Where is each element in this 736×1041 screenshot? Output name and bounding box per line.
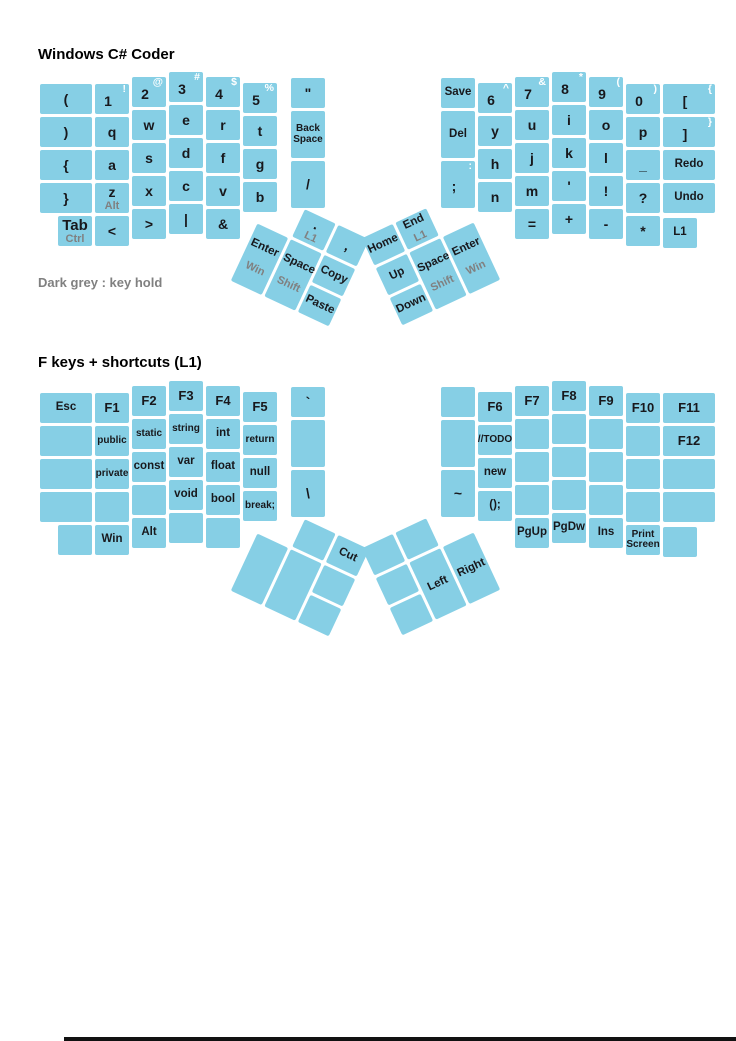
key-label: k: [565, 144, 573, 161]
key-symbol: [626, 183, 660, 213]
key-label: +: [564, 210, 574, 227]
key-f8: [552, 381, 586, 411]
key-symbol: [169, 204, 203, 234]
key-label: void: [174, 488, 198, 501]
key-label: \: [306, 485, 310, 502]
key-label: =: [527, 215, 537, 232]
key-label: <: [107, 222, 117, 239]
key-blank: [95, 492, 129, 522]
key-u: [515, 110, 549, 140]
key-label: ~: [453, 485, 463, 502]
key-backspace: [291, 111, 325, 158]
key-f7: [515, 386, 549, 416]
key-m: [515, 176, 549, 206]
key-label: Right: [455, 555, 487, 580]
key-symbol: [552, 171, 586, 201]
key-c: [169, 171, 203, 201]
key-label: Esc: [55, 401, 77, 414]
key-label: PgUp: [516, 526, 548, 539]
key-symbol: [663, 84, 715, 114]
key-label: 8: [561, 80, 569, 97]
key-label: F8: [561, 388, 577, 404]
key-label: [: [682, 92, 688, 109]
key-3: [169, 72, 203, 102]
key-hold-label: Win: [243, 259, 267, 279]
key-void: [169, 480, 203, 510]
key-label: L1: [673, 226, 687, 239]
key-symbol: [40, 84, 92, 114]
key-l1: [663, 218, 697, 248]
key-label: Ins: [597, 526, 615, 539]
key-label: Redo: [674, 158, 704, 171]
key-label: q: [107, 123, 117, 140]
layer1-title: Windows C# Coder: [38, 46, 175, 63]
key-label: p: [638, 123, 648, 140]
key-return: [243, 425, 277, 455]
key-label: ;: [451, 178, 457, 195]
key-h: [478, 149, 512, 179]
key-label: Down: [394, 291, 428, 316]
key-shift-label: }: [707, 116, 712, 128]
key-label: ": [304, 84, 312, 101]
key-label: .: [311, 216, 322, 233]
key-hold-label: Alt: [104, 200, 120, 212]
key-i: [552, 105, 586, 135]
key-label: ': [567, 177, 571, 194]
key-f5: [243, 392, 277, 422]
key-win: [95, 525, 129, 555]
key-f9: [589, 386, 623, 416]
key-alt: [132, 518, 166, 548]
key-9: [589, 77, 623, 107]
key-label: F7: [524, 393, 540, 409]
key-label: Up: [387, 265, 407, 283]
key-d: [169, 138, 203, 168]
key-n: [478, 182, 512, 212]
key-blank: [132, 485, 166, 515]
key-label: a: [108, 156, 116, 173]
key-static: [132, 419, 166, 449]
key-a: [95, 150, 129, 180]
key-label: Win: [101, 533, 123, 546]
layer2-right-thumb: [362, 503, 500, 636]
key-label: h: [490, 155, 500, 172]
key-label: |: [184, 210, 188, 227]
key-shift-label: ^: [502, 82, 509, 94]
key-label: return: [245, 433, 275, 445]
key-shift-label: *: [578, 71, 583, 83]
key-shift-label: @: [152, 76, 163, 88]
key-label: t: [257, 122, 263, 139]
key-blank: [515, 419, 549, 449]
key-label: Copy: [318, 263, 350, 287]
key-symbol: [626, 216, 660, 246]
key-undo: [663, 183, 715, 213]
key-hold-label: Win: [464, 258, 488, 278]
key-blank: [663, 459, 715, 489]
key-label: F1: [104, 400, 120, 416]
key-label: 5: [252, 91, 260, 108]
key-symbol: [40, 150, 92, 180]
key-label: -: [603, 215, 609, 232]
key-hold-label: Shift: [428, 272, 457, 295]
key-label: d: [181, 144, 191, 161]
key-f6: [478, 392, 512, 422]
key-shift-label: {: [707, 83, 712, 95]
key-0: [626, 84, 660, 114]
key-pgup: [515, 518, 549, 548]
key-label: Save: [444, 86, 472, 99]
key-shift-label: #: [194, 71, 200, 83]
key-label: break;: [244, 499, 275, 511]
key-label: Space: [415, 249, 452, 275]
key-blank: [663, 492, 715, 522]
key-f1: [95, 393, 129, 423]
key-label: g: [255, 155, 265, 172]
key-label: 9: [598, 85, 606, 102]
key-label: Print Screen: [626, 528, 660, 550]
key-blank: [589, 485, 623, 515]
key-symbol: [95, 216, 129, 246]
key-label: l: [604, 149, 608, 166]
key-symbol: [515, 209, 549, 239]
key-blank: [515, 485, 549, 515]
key-label: m: [525, 182, 539, 199]
key-ins: [589, 518, 623, 548]
layer1-right-thumb: [362, 193, 500, 326]
key-hold-label: L1: [302, 229, 319, 246]
key-label: x: [145, 182, 153, 199]
key-shift-label: $: [231, 76, 237, 88]
key-label: Alt: [141, 526, 157, 539]
key-label: Cut: [336, 545, 360, 565]
key-symbol: [663, 117, 715, 147]
key-label: private: [95, 467, 129, 479]
key-label: ();: [489, 499, 501, 512]
key-label: F5: [252, 399, 268, 415]
key-label: ]: [682, 125, 688, 142]
key-symbol: [206, 209, 240, 239]
key-f: [206, 143, 240, 173]
key-label: F10: [631, 400, 655, 416]
key-j: [515, 143, 549, 173]
key-const: [132, 452, 166, 482]
key-label: ): [63, 123, 69, 140]
key-label: z: [108, 184, 116, 200]
key-bool: [206, 485, 240, 515]
key-v: [206, 176, 240, 206]
layer1-left-thumb: [231, 194, 369, 327]
key-blank: [441, 420, 475, 467]
key-shift-label: !: [122, 83, 126, 95]
key-label: Back Space: [293, 123, 323, 145]
key-save: [441, 78, 475, 108]
key-label: Space: [281, 251, 318, 277]
key-e: [169, 105, 203, 135]
key-symbol: [132, 209, 166, 239]
key-r: [206, 110, 240, 140]
key-w: [132, 110, 166, 140]
key-label: e: [182, 111, 190, 128]
key-private: [95, 459, 129, 489]
key-blank: [589, 452, 623, 482]
key-label: w: [143, 116, 155, 133]
key-6: [478, 83, 512, 113]
key-5: [243, 83, 277, 113]
key-label: End: [401, 211, 427, 232]
key-7: [515, 77, 549, 107]
key-label: >: [144, 215, 154, 232]
key-blank: [552, 447, 586, 477]
key-label: n: [490, 188, 500, 205]
key-label: u: [527, 116, 537, 133]
key-label: *: [640, 222, 646, 239]
key-f11: [663, 393, 715, 423]
key-q: [95, 117, 129, 147]
key-label: Home: [366, 231, 401, 257]
key-label: public: [97, 434, 127, 446]
key-label: PgDw: [553, 521, 585, 534]
key-label: Left: [425, 573, 450, 594]
key-blank: [626, 426, 660, 456]
key-1: [95, 84, 129, 114]
key-label: 1: [104, 92, 112, 109]
key-public: [95, 426, 129, 456]
key-todo: [478, 425, 512, 455]
key-shift-label: %: [264, 82, 274, 94]
key-g: [243, 149, 277, 179]
key-label: f: [220, 149, 226, 166]
key-label: F12: [677, 433, 701, 449]
key-label: Enter: [248, 236, 281, 260]
key-s: [132, 143, 166, 173]
key-blank: [291, 420, 325, 467]
key-label: c: [182, 177, 190, 194]
key-symbol: [291, 470, 325, 517]
key-label: !: [603, 182, 609, 199]
key-label: _: [639, 156, 647, 173]
key-k: [552, 138, 586, 168]
key-string: [169, 414, 203, 444]
key-hold-label: L1: [412, 228, 429, 245]
key-label: 0: [635, 92, 643, 109]
key-label: string: [172, 422, 200, 434]
key-label: var: [177, 455, 195, 468]
key-symbol: [291, 387, 325, 417]
key-label: j: [530, 149, 534, 166]
key-label: o: [601, 116, 611, 133]
key-label: Enter: [450, 235, 483, 259]
key-label: 4: [215, 85, 223, 102]
key-label: `: [305, 393, 311, 410]
key-shift-label: &: [538, 76, 546, 88]
key-blank: [40, 459, 92, 489]
key-blank: [552, 480, 586, 510]
key-label: r: [220, 116, 226, 133]
key-label: ?: [638, 189, 648, 206]
key-f12: [663, 426, 715, 456]
key-float: [206, 452, 240, 482]
key-label: 3: [178, 80, 186, 97]
key-blank: [626, 492, 660, 522]
key-f10: [626, 393, 660, 423]
key-blank: [58, 525, 92, 555]
key-esc: [40, 393, 92, 423]
key-new: [478, 458, 512, 488]
key-blank: [589, 419, 623, 449]
key-hold-label: Shift: [274, 273, 303, 296]
key-label: /: [306, 176, 310, 193]
bottom-edge-bar: [64, 1037, 736, 1041]
key-label: &: [217, 215, 229, 232]
key-label: static: [135, 427, 163, 439]
key-label: {: [63, 156, 69, 173]
key-f4: [206, 386, 240, 416]
key-label: Undo: [674, 191, 704, 204]
key-2: [132, 77, 166, 107]
layer2-title: F keys + shortcuts (L1): [38, 354, 202, 371]
key-symbol: [589, 176, 623, 206]
key-label: b: [255, 188, 265, 205]
key-p: [626, 117, 660, 147]
key-label: 6: [487, 91, 495, 108]
key-del: [441, 111, 475, 158]
key-label: i: [567, 111, 571, 128]
key-redo: [663, 150, 715, 180]
key-label: }: [63, 189, 69, 206]
key-blank: [515, 452, 549, 482]
key-null: [243, 458, 277, 488]
key-blank: [40, 492, 92, 522]
key-l: [589, 143, 623, 173]
key-blank: [626, 459, 660, 489]
key-symbol: [291, 161, 325, 208]
key-label: 7: [524, 85, 532, 102]
key-label: F4: [215, 393, 231, 409]
key-label: s: [145, 149, 153, 166]
key-t: [243, 116, 277, 146]
key-f3: [169, 381, 203, 411]
key-label: ,: [342, 237, 353, 254]
key-symbol: [552, 204, 586, 234]
key-pgdw: [552, 513, 586, 543]
key-4: [206, 77, 240, 107]
key-label: new: [483, 466, 507, 479]
key-blank: [40, 426, 92, 456]
key-label: F11: [678, 400, 700, 416]
key-symbol: [478, 491, 512, 521]
key-f2: [132, 386, 166, 416]
key-symbol: [589, 209, 623, 239]
key-label: Del: [449, 127, 467, 140]
key-var: [169, 447, 203, 477]
key-x: [132, 176, 166, 206]
key-label: F2: [141, 393, 157, 409]
key-shift-label: (: [616, 76, 620, 88]
key-label: null: [249, 466, 271, 479]
key-int: [206, 419, 240, 449]
key-label: float: [210, 460, 236, 473]
key-tab: [58, 216, 92, 246]
key-blank: [441, 387, 475, 417]
key-label: y: [491, 122, 499, 139]
key-label: F6: [487, 399, 503, 415]
key-label: bool: [210, 493, 236, 506]
key-hold-label: Ctrl: [65, 233, 85, 245]
hold-legend: Dark grey : key hold: [38, 275, 163, 290]
key-z: [95, 183, 129, 213]
key-label: //TODO: [477, 433, 513, 445]
key-_: [626, 150, 660, 180]
key-symbol: [291, 78, 325, 108]
key-label: F9: [598, 393, 614, 409]
key-shift-label: :: [468, 160, 472, 172]
key-label: const: [133, 460, 165, 473]
key-symbol: [40, 183, 92, 213]
key-blank: [552, 414, 586, 444]
key-label: int: [215, 427, 231, 440]
key-label: Paste: [303, 292, 337, 317]
key-o: [589, 110, 623, 140]
key-y: [478, 116, 512, 146]
key-shift-label: ): [653, 83, 657, 95]
key-label: 2: [141, 85, 149, 102]
key-symbol: [40, 117, 92, 147]
key-printscreen: [626, 525, 660, 555]
key-blank: [169, 513, 203, 543]
key-label: F3: [178, 388, 194, 404]
key-blank: [206, 518, 240, 548]
key-label: (: [63, 90, 69, 107]
layer2-left-thumb: [231, 504, 369, 637]
key-label: v: [219, 182, 227, 199]
key-label: Tab: [62, 217, 88, 234]
key-blank: [663, 527, 697, 557]
key-8: [552, 72, 586, 102]
